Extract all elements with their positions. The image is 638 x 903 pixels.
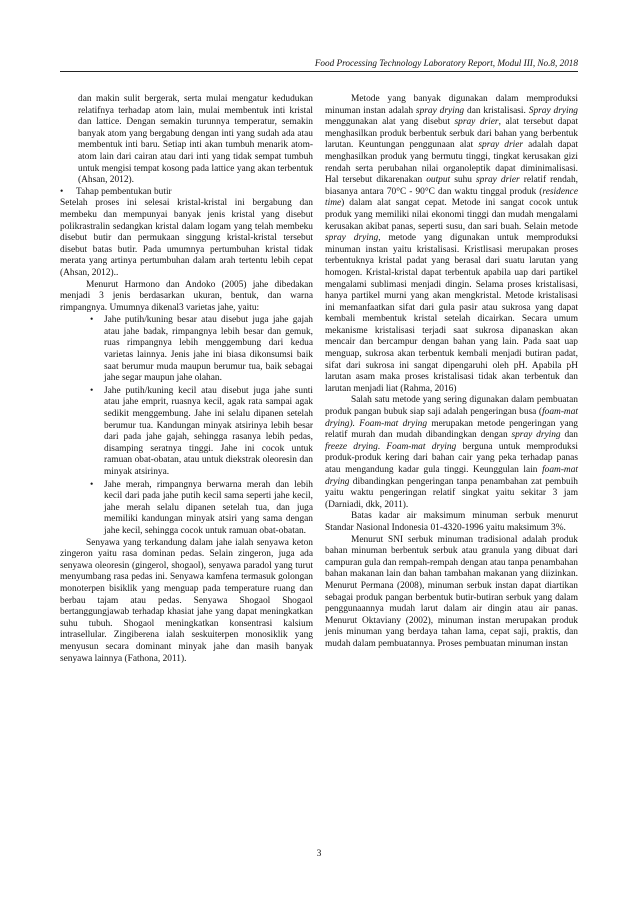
crystal-growth-paragraph: Setelah proses ini selesai kristal-kristal ini bergabung dan membeku dan mempunyai banyak jenis kristal yang disebut polikrastralin sedangkan kristal dalam logam yang telah membeku disebut butir dan permukaan singgung kristal-kristal tersebut disebut batas butir. Pada umumnya pertumbuhan kristal tidak merata yang artinya pertumbuhan dalam arah tertentu lebih cepat (Ahsan, 2012).. (60, 198, 313, 278)
text-run: Salah satu metode yang sering digunakan dalam pembuatan produk pangan bubuk siap saji adalah pengeringan busa ( (325, 395, 578, 418)
italic-term: foam-mat drying). Foam-mat drying (325, 407, 578, 429)
bullet-icon: • (90, 385, 94, 396)
text-run: dan kristalisasi. (464, 105, 529, 116)
right-column (325, 94, 578, 651)
text-run: dan (560, 430, 578, 441)
bullet-icon: • (90, 479, 94, 490)
text-run: ) dalam alat sangat cepat. Metode ini sangat cocok untuk produk yang memiliki nilai ekonomi tinggi dan mudah mengalami kerusakan akibat panas, seperti susu, dan sari buah. Selain metode (325, 198, 578, 232)
ginger-compounds-paragraph: Senyawa yang terkandung dalam jahe ialah senyawa keton zingeron yaitu rasa dominan pedas. Selain zingeron, juga ada senyawa oleoresin (gingerol, shogaol), senyawa paradol yang turut menyumbang rasa pedas ini. Senyawa kamfena termasuk golongan monoterpen bisiklik yang menguap pada temperature ruang dan berbau tajam atau pedas. Senyawa Shogaol Shogaol bertanggungjawab terhadap khasiat jahe yang dapat meningkatkan suhu tubuh. Shogaol meningkatkan konsentrasi kalsium intrasellular. Zingiberena ialah seskuiterpen monosiklik yang menyusun secara dominant minyak jahe dan masih banyak senyawa lainnya (Fathona, 2011). (60, 537, 313, 664)
text-run: . (377, 441, 387, 452)
text-run: merupakan metode pengeringan yang relatif murah dan mudah dibandingkan dengan (325, 418, 578, 441)
header-rule (60, 71, 578, 72)
bullet-item-grain-formation (60, 187, 313, 199)
foam-mat-drying-paragraph (325, 395, 578, 511)
italic-term: Spray drying (528, 105, 578, 116)
italic-term: spray drying (415, 105, 465, 116)
running-header: Food Processing Technology Laboratory Report, Modul III, No.8, 2018 (314, 58, 578, 68)
italic-term: foam-mat drying (325, 465, 578, 487)
italic-term: residence time (325, 186, 578, 209)
bullet-icon: • (90, 315, 94, 326)
text-run: , metode yang digunakan untuk memproduksi minuman instan yaitu kristalisasi. Kristlisasi merupakan proses terbentuknya kristal padat yang berasal dari suatu larutan yang homogen. Kristal-kristal dapat terbentuk apabila uap dari partikel mengalami sublimasi menjadi dingin. Selama proses kristalisasi, hanya partikel murni yang akan mengkristal. Metode kristalisasi ini memanfaatkan sifat dari gula pasir atau sukrosa yang dapat kembali membentuk kristal setelah dicairkan. Secara umum mekanisme kristalisasi terjadi saat sukrosa dipanaskan akan mencair dan bercampur dengan bahan yang lain. Pada saat uap menguap, sukrosa akan terbentuk kembali menjadi butiran padat, sifat dari sukrosa ini sangat dipengaruhi oleh pH. Apabila pH larutan asam maka proses kristalisasi tidak akan terbentuk dan larutan menjadi liat (Rahma, 2016) (325, 233, 578, 394)
text-run: , alat tersebut dapat menghasilkan produk berbentuk serbuk dari bahan yang berbentuk larutan. Keuntungan penggunaan alat (325, 117, 578, 151)
sni-definition-paragraph: Menurut SNI serbuk minuman tradisional adalah produk bahan minuman berbentuk serbuk atau granula yang dibuat dari campuran gula dan rempah-rempah dengan atau tanpa penambahan bahan makanan lain dan bahan tambahan makanan yang diizinkan. Menurut Permana (2008), minuman serbuk instan dapat diartikan sebagai produk pangan berbentuk butir-butiran serbuk yang dalam penggunaannya mudah larut dalam air dingin atau air panas. Menurut Oktaviany (2002), minuman instan merupakan produk jenis minuman yang berdaya tahan lama, cepat saji, praktis, dan mudah dalam pembuatannya. Proses pembuatan minuman instan (325, 534, 578, 649)
italic-term: spray drier (454, 117, 499, 128)
ginger-type-text: Jahe merah, rimpangnya berwarna merah dan lebih kecil dari pada jahe putih kecil sama seperti jahe kecil, jahe merah selalu dipanen setelah tua, dan juga memiliki kandungan minyak atsiri yang sama dengan jahe kecil, sehingga cocok untuk ramuan obat-obatan. (104, 479, 313, 536)
italic-term: spray drier (476, 175, 520, 186)
text-run: menggunakan alat yang disebut (325, 117, 455, 128)
moisture-limit-paragraph: Batas kadar air maksimum minuman serbuk menurut Standar Nasional Indonesia 01-4320-1996 yaitu maksimum 3%. (325, 511, 578, 533)
page-number: 3 (316, 848, 322, 859)
italic-term: output (426, 175, 451, 186)
ginger-type-text: Jahe putih/kuning kecil atau disebut juga jahe sunti atau jahe emprit, ruasnya kecil, agak rata sampai agak sedikit menggembung. Jahe ini selalu dipanen setelah berumur tua. Kandungan minyak atsirinya lebih besar dari pada jahe gajah, sehingga rasanya lebih pedas, disamping seratnya tinggi. Jahe ini cocok untuk ramuan obat-obatan, atau untuk diekstrak oleoresin dan minyak atsirinya. (104, 385, 313, 477)
crystal-nucleation-paragraph: dan makin sulit bergerak, serta mulai mengatur kedudukan relatifnya terhadap atom lain, mulai membentuk inti kristal dan lattice. Dengan semakin turunnya temperatur, semakin banyak atom yang bergabung dengan inti yang sudah ada atau membentuk inti baru. Setiap inti akan tumbuh menarik atom-atom lain dari cairan atau dari inti yang tidak sempat tumbuh untuk mengisi tempat kosong pada lattice yang akan terbentuk (Ahsan, 2012). (78, 94, 313, 186)
ginger-type-item-2 (60, 386, 313, 479)
left-column (60, 94, 313, 665)
italic-term: Foam-mat drying (386, 441, 457, 452)
spray-drying-paragraph (325, 94, 578, 395)
bullet-heading-text: Tahap pembentukan butir (76, 186, 172, 197)
text-run: dibandingkan pengeringan tanpa penambahan zat pembuih yaitu waktu pengeringan relatif singkat yaitu sekitar 3 jam (Darniadi, dkk, 2011). (325, 476, 578, 510)
text-run: Metode yang banyak digunakan dalam memproduksi minuman instan adalah (325, 94, 578, 116)
ginger-varieties-paragraph: Menurut Harmono dan Andoko (2005) jahe dibedakan menjadi 3 jenis berdasarkan ukuran, bentuk, dan warna rimpangnya. Umumnya dikenal3 varietas jahe, yaitu: (60, 279, 313, 313)
text-run: adalah dapat menghasilkan produk yang bermutu tinggi, tingkat kerusakan gizi rendah serta perubahan nilai organoleptik dapat diminimalisasi. Hal tersebut dikarenakan (325, 140, 578, 186)
text-run: relatif rendah, biasanya antara 70°C - 90°C dan waktu tinggal produk ( (325, 175, 578, 197)
text-run: berguna untuk memproduksi produk-produk kering dari bahan cair yang peka terhadap panas atau mengandung kadar gula tinggi. Keunggulan lain (325, 441, 578, 475)
ginger-type-item-1 (60, 315, 313, 385)
ginger-type-item-3 (60, 480, 313, 538)
italic-term: freeze drying (325, 441, 378, 452)
ginger-type-text: Jahe putih/kuning besar atau disebut juga jahe gajah atau jahe badak, rimpangnya lebih besar dan gemuk, ruas rimpangnya lebih menggembung dari kedua varietas lainnya. Jenis jahe ini biasa dikonsumsi baik saat berumur muda maupun berumur tua, baik sebagai jahe segar maupun jahe olahan. (104, 315, 313, 384)
text-run: suhu (450, 175, 476, 186)
italic-term: spray drier (478, 140, 524, 151)
bullet-icon: • (60, 186, 64, 197)
italic-term: spray drying (325, 233, 379, 244)
italic-term: spray drying (511, 430, 561, 441)
